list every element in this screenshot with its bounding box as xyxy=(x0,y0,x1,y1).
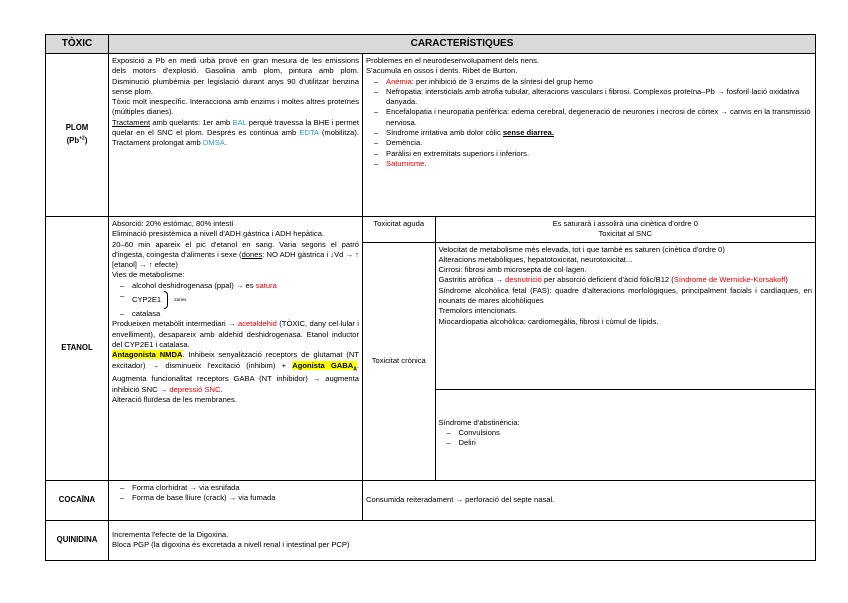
row-etanol xyxy=(46,217,816,481)
etanol-absorcio: Absorció: 20% estómac, 80% intestí xyxy=(112,219,234,228)
row-plom xyxy=(46,54,816,217)
list-item: – Saturnisme. xyxy=(386,159,812,169)
list-item: – Nefropatia: intersticials amb atrofia tubular, alteracions vasculars i fibrosi. Complexos proteïna–Pb → fosforil·lació oxidativa danyada. xyxy=(386,87,812,108)
quinidina-name: QUINIDINA xyxy=(46,520,109,560)
aguda-row xyxy=(363,217,815,242)
plom-neurodesenvolupament: Problemes en el neurodesenvolupament dels nens. xyxy=(366,56,540,65)
plom-exposicio: Exposició a Pb en medi urbà prové en gran mesura de les emissions dels motors d'explosió. Gasolina amb plom, pintura amb plom. Disminució plumbèmia per legislació durant anys 90 d'utilitzar benzina sense plom. xyxy=(112,56,359,96)
cocaina-right-cell: Consumida reiteradament → perforació del septe nasal. xyxy=(363,480,816,520)
etanol-name: ETANOL xyxy=(46,217,109,481)
document-page xyxy=(45,34,815,561)
list-item: – Deliri xyxy=(459,438,813,448)
plom-name: PLOM xyxy=(65,123,89,133)
header-toxic: TÒXIC xyxy=(46,35,109,54)
list-item: – Anèmia: per inhibició de 3 enzims de la síntesi del grup hemo xyxy=(386,77,812,87)
list-item: – Demència. xyxy=(386,138,812,148)
etanol-toxicitat-table xyxy=(363,217,815,480)
cronica-row xyxy=(363,242,815,480)
cronica-label: Toxicitat crònica xyxy=(363,242,435,480)
list-item: – Encefalopatia i neuropatia perifèrica: edema cerebral, degeneració de neurones i necrosi de còrtex → canvis en la transmissió nerviosa. xyxy=(386,107,812,128)
cocaina-name: COCAÏNA xyxy=(46,480,109,520)
header-caracteristiques: CARACTERÍSTIQUES xyxy=(109,35,816,54)
header-row xyxy=(46,35,816,54)
list-item: – Forma clorhidrat → via esnifada xyxy=(132,483,359,493)
etanol-pic: 20–60 min apareix el pic d'etanol en sang. Varia segons el patró d'ingesta, coingesta d'aliments i sexe (dones: NO ADH gàstrica i ↓Vd → ↑ [etanol] → ↑ efecte) xyxy=(112,239,359,270)
row-cocaina xyxy=(46,480,816,520)
plom-formula: $(Pb^{+2})$ xyxy=(66,135,88,146)
list-item: – alcohol deshidrogenasa (ppal) → es satura xyxy=(132,281,359,291)
etanol-right-cell xyxy=(363,217,816,481)
row-quinidina xyxy=(46,520,816,560)
aguda-content: Es saturarà i assolirà una cinètica d'ordre 0 Toxicitat al SNC xyxy=(435,217,815,242)
plom-left-cell xyxy=(109,54,363,217)
cocaina-left-cell xyxy=(109,480,363,520)
abstinencia-block: Síndrome d'abstinència: – Convulsions – Deliri xyxy=(436,390,816,480)
etanol-vies: Vies de metabolisme: xyxy=(112,270,185,280)
plom-tractament: Tractament amb quelants: 1er amb BAL perquè travessa la BHE i permet quelar en el SNC el plom. Després es continua amb EDTA (mobilitza). Tractament prolongat amb DMSA. xyxy=(112,117,359,148)
quinidina-cell: Incrementa l'efecte de la Digoxina. Bloca PGP (la digoxina és excretada a nivell renal i intestinal per PCP) xyxy=(109,520,816,560)
cronica-effects: Velocitat de metabolisme més elevada, tot i que també es saturen (cinètica d'ordre 0) Alteracions metabòliques, hepatotoxicitat, neurotoxicitat... Cirrosi: fibrosi amb microsepta de col·lagen. Gastritis atròfica → desnutrició per absorció deficient d'àcid fòlic/B12 (Síndrome de Wernicke-Korsakoff) Síndrome alcohòlica fetal (FAS): quadre d'alteracions morfològiques, principalment facials i cardíaques, en nounats de mares alcohòliques Tremolors intencionats. Miocardiopatia alcohòlica: cardiomegàlia, fibrosi i cúmul de lípids. xyxy=(436,243,816,390)
list-item: – Síndrome irritativa amb dolor còlic sense diarrea. xyxy=(386,128,812,138)
aguda-label: Toxicitat aguda xyxy=(363,217,435,242)
etanol-metabolit: Produeixen metabòlit intermediari → acetaldehid (TÒXIC, dany cel·lular i envelliment), desapareix amb aldehid deshidrogenasa. Etanol inductor del CYP2E1 i catalasa. xyxy=(112,319,359,349)
plom-inespecific: Tòxic molt inespecífic. Interacciona amb enzims i moltes altres proteïnes (múltiples dianes). xyxy=(112,97,359,117)
etanol-eliminacio: Eliminació presistèmica a nivell d'ADH gàstrica i ADH hepàtica. xyxy=(112,229,325,239)
plom-acumula: S'acumula en ossos i dents. Ribet de Burton. xyxy=(366,66,518,76)
edta-term: EDTA xyxy=(299,128,319,138)
plom-effects-list xyxy=(366,77,812,170)
toxics-table xyxy=(45,34,816,561)
list-item: – Forma de base lliure (crack) → via fumada xyxy=(132,493,359,503)
list-item: – Convulsions xyxy=(459,428,813,438)
list-item: – catalasa xyxy=(132,309,359,319)
bal-term: BAL xyxy=(232,117,247,127)
plom-name-cell xyxy=(46,54,109,217)
cronica-content xyxy=(435,242,815,480)
etanol-left-cell xyxy=(109,217,363,481)
brace-shape xyxy=(164,291,168,309)
plom-right-cell xyxy=(363,54,816,217)
list-item: – CYP2E1 2aries xyxy=(132,291,359,309)
etanol-nmda: Antagonista NMDA. Inhibeix senyalització receptors de glutamat (NT excitador) → disminueix l'excitació (inhibim) + Agonista $GABA_A$. Augmenta funcionalitat receptors GABA (NT inhibidor) → augmenta inhibició SNC → depressió SNC. xyxy=(112,350,360,394)
etanol-fluidesa: Alteració fluïdesa de les membranes. xyxy=(112,394,237,404)
list-item: – Paràlisi en extremitats superiors i inferiors. xyxy=(386,149,812,159)
dmsa-term: DMSA xyxy=(202,138,225,148)
etanol-vies-list xyxy=(112,281,359,320)
